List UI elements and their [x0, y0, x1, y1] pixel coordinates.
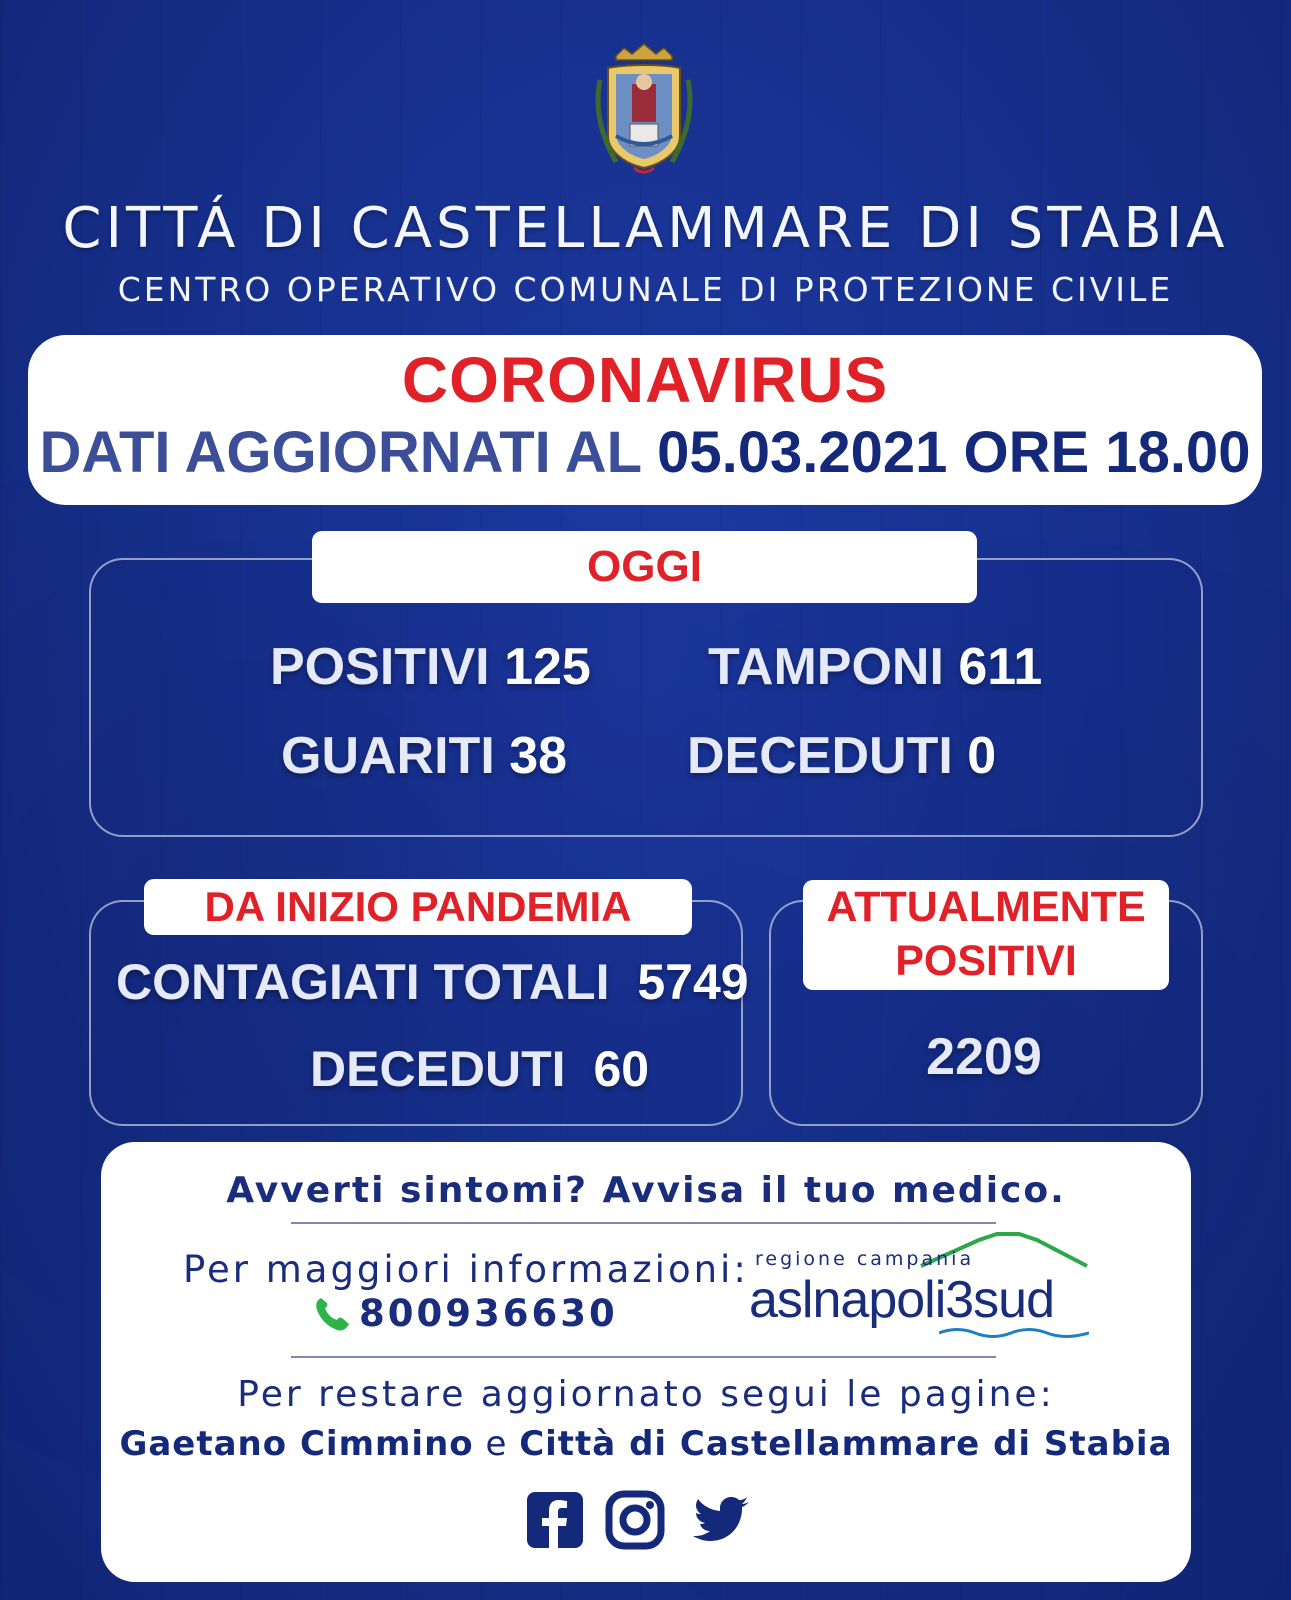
page-citta-link[interactable]: Città di Castellammare di Stabia — [519, 1424, 1173, 1464]
guariti-value: 38 — [509, 727, 568, 785]
phone-icon — [311, 1294, 351, 1334]
follow-label: Per restare aggiornato segui le pagine: — [237, 1374, 1055, 1415]
update-date: 05.03.2021 ORE 18.00 — [657, 420, 1251, 485]
waves-icon — [939, 1326, 1089, 1340]
tamponi-stat — [708, 637, 1042, 697]
separator-bottom — [291, 1356, 996, 1358]
deceduti-total-value: 60 — [593, 1041, 650, 1097]
info-label: Per maggiori informazioni: — [183, 1248, 749, 1291]
pandemic-title: DA INIZIO PANDEMIA — [144, 879, 692, 935]
asl-logo — [749, 1230, 1109, 1340]
contagiati-stat — [116, 953, 749, 1011]
current-title-line1: ATTUALMENTE — [826, 883, 1146, 931]
deceduti-today-stat — [687, 726, 996, 786]
twitter-icon[interactable] — [693, 1490, 753, 1550]
current-title-line2: POSITIVI — [895, 937, 1077, 985]
deceduti-total-label: DECEDUTI — [310, 1041, 566, 1097]
instagram-icon[interactable] — [605, 1490, 665, 1550]
headline-title: CORONAVIRUS — [401, 344, 889, 416]
city-title: CITTÁ DI CASTELLAMMARE DI STABIA — [62, 196, 1229, 261]
phone-number[interactable]: 800936630 — [359, 1292, 618, 1335]
symptoms-text: Avverti sintomi? Avvisa il tuo medico. — [226, 1170, 1066, 1211]
positivi-value: 125 — [504, 638, 591, 696]
guariti-label: GUARITI — [281, 727, 495, 785]
contagiati-label: CONTAGIATI TOTALI — [116, 954, 610, 1010]
tamponi-label: TAMPONI — [708, 638, 944, 696]
headline-card — [28, 335, 1262, 505]
asl-region: regione campania — [755, 1248, 975, 1270]
deceduti-today-label: DECEDUTI — [687, 727, 953, 785]
deceduti-total-stat — [310, 1040, 649, 1098]
positivi-label: POSITIVI — [270, 638, 490, 696]
phone-line[interactable] — [311, 1292, 618, 1335]
pages-conj: e — [485, 1424, 508, 1464]
tamponi-value: 611 — [958, 638, 1043, 696]
asl-name: aslnapoli3sud — [749, 1271, 1055, 1329]
guariti-stat — [281, 726, 567, 786]
info-card — [101, 1142, 1191, 1582]
current-value: 2209 — [926, 1028, 1042, 1086]
facebook-icon[interactable] — [525, 1490, 585, 1550]
current-title — [803, 880, 1169, 990]
contagiati-value: 5749 — [637, 954, 749, 1010]
pages-line — [101, 1424, 1191, 1464]
center-subtitle: CENTRO OPERATIVO COMUNALE DI PROTEZIONE CIVILE — [117, 270, 1174, 309]
update-line — [28, 419, 1262, 486]
update-label: DATI AGGIORNATI AL — [39, 420, 641, 485]
today-title: OGGI — [312, 531, 977, 603]
positivi-stat — [270, 637, 591, 697]
coat-of-arms-icon — [586, 40, 702, 178]
deceduti-today-value: 0 — [967, 727, 997, 785]
separator-top — [291, 1222, 996, 1224]
page-gaetano-link[interactable]: Gaetano Cimmino — [119, 1424, 474, 1464]
